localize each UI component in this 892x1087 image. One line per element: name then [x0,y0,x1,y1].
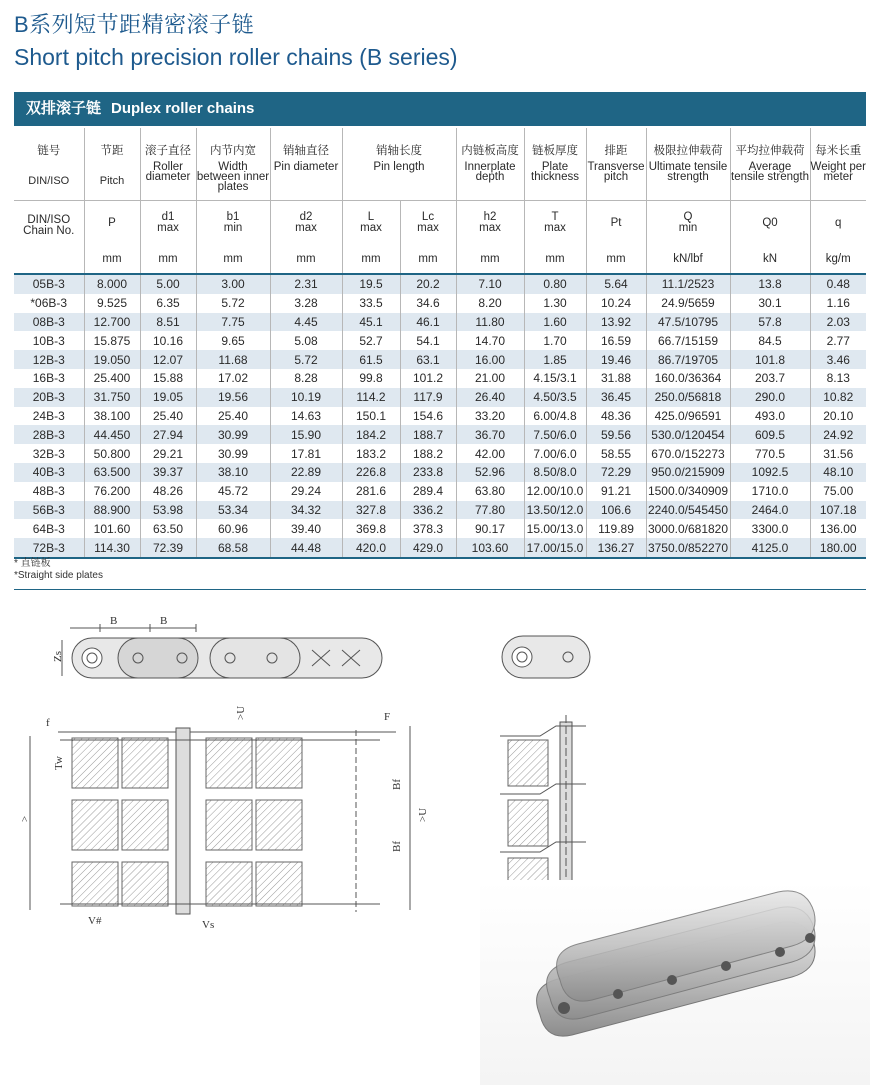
table-cell: 1.16 [826,296,850,311]
table-row [14,501,866,520]
header-en-cell: Transverse pitch [586,160,646,201]
table-row [14,463,866,482]
table-cell: 48.26 [140,482,196,501]
table-cell: 188.2 [400,444,456,463]
table-cell: 47.5/10795 [646,313,730,332]
table-cell: 7.50/6.0 [524,425,586,444]
chain-number-cell: 48B-3 [14,482,84,501]
label-bf1: Bf [391,779,403,790]
table-cell: 54.1 [400,331,456,350]
chain-number-cell: 72B-3 [14,538,84,558]
label-vw: V# [88,915,102,927]
header-en-cell: Pin diameter [270,160,342,201]
header-en-cell: Average tensile strength [730,160,810,201]
table-cell: 160.0/36364 [646,369,730,388]
table-cell: 72.39 [140,538,196,558]
chain-drawing [0,595,892,931]
table-cell: 6.00/4.8 [524,407,586,426]
header-zh-cell: 销轴长度 [342,128,456,160]
table-cell: 493.0 [730,407,810,426]
table-cell: 48.10 [810,463,866,482]
table-cell: 2240.0/545450 [646,501,730,520]
table-cell: 11.1/2523 [646,274,730,294]
table-cell: 429.0 [400,538,456,558]
table-cell: 21.00 [456,369,524,388]
table-cell: 11.68 [196,350,270,369]
symbol-row [14,201,866,246]
table-cell: 14.63 [270,407,342,426]
header-row-zh [14,128,866,160]
table-cell: 420.0 [342,538,400,558]
top-view [19,706,429,931]
symbol-cell: q [810,201,866,246]
table-row [14,388,866,407]
table-cell: 101.60 [84,519,140,538]
table-cell: 8.28 [270,369,342,388]
table-cell: 38.100 [84,407,140,426]
symbol-cell: d1 max [140,201,196,246]
header-zh-cell: 滚子直径 [140,128,196,160]
unit-cell: mm [270,245,342,274]
label-f: f [46,717,50,729]
table-cell: 183.2 [342,444,400,463]
table-cell: 8.50/8.0 [524,463,586,482]
table-cell: 36.45 [586,388,646,407]
table-cell: 8.13 [826,371,850,386]
table-cell: 226.8 [342,463,400,482]
table-cell: 68.58 [196,538,270,558]
table-cell: 119.89 [586,519,646,538]
table-cell: 17.02 [196,369,270,388]
table-cell: 10.82 [810,388,866,407]
header-en-cell: Ultimate tensile strength [646,160,730,201]
table-cell: 31.88 [586,369,646,388]
unit-cell: mm [586,245,646,274]
table-cell: 12.700 [84,313,140,332]
table-cell: 136.00 [819,521,857,536]
table-cell: 5.00 [140,274,196,294]
table-cell: 101.2 [400,369,456,388]
table-cell: 88.900 [84,501,140,520]
table-cell: 15.90 [270,425,342,444]
header-zh-cell: 链板厚度 [524,128,586,160]
table-cell: 12.07 [140,350,196,369]
table-cell: 5.72 [196,294,270,313]
symbol-cell: Q min [646,201,730,246]
unit-cell: mm [84,245,140,274]
table-cell: 10.19 [270,388,342,407]
unit-cell: kN [730,245,810,274]
table-cell: 11.80 [456,313,524,332]
chain-number-cell: 40B-3 [14,463,84,482]
unit-cell: mm [342,245,400,274]
table-cell: 31.56 [823,446,854,461]
table-cell: 136.27 [586,538,646,558]
table-cell: 66.7/15159 [646,331,730,350]
table-cell: 20.2 [400,274,456,294]
divider [14,589,866,590]
symbol-cell: L max [342,201,400,246]
table-cell: 19.56 [196,388,270,407]
table-cell: 1.60 [524,313,586,332]
header-en-cell: Pitch [84,160,140,201]
chain-number-cell: 24B-3 [14,407,84,426]
table-cell: 2.31 [270,274,342,294]
unit-cell: mm [456,245,524,274]
table-cell: 203.7 [730,369,810,388]
table-cell: 10.16 [140,331,196,350]
table-cell: 2464.0 [730,501,810,520]
table-cell: 27.94 [140,425,196,444]
table-cell: 250.0/56818 [646,388,730,407]
chain-photo [480,880,870,1085]
table-cell: 75.00 [823,484,854,499]
chain-number-cell: 12B-3 [14,350,84,369]
table-cell: 19.050 [84,350,140,369]
table-cell: 8.51 [140,313,196,332]
header-zh-cell: 排距 [586,128,646,160]
table-cell: 57.8 [730,313,810,332]
table-cell: 3.00 [196,274,270,294]
chain-no-label: DIN/ISO Chain No. [14,201,84,275]
table-cell: 29.21 [140,444,196,463]
header-zh-cell: 极限拉伸载荷 [646,128,730,160]
table-cell: 84.5 [730,331,810,350]
unit-cell: mm [524,245,586,274]
table-cell: 15.88 [140,369,196,388]
chain-number-cell: 10B-3 [14,331,84,350]
unit-cell: mm [140,245,196,274]
table-cell: 24.92 [810,425,866,444]
table-cell: 13.50/12.0 [524,501,586,520]
table-cell: 30.1 [730,294,810,313]
table-cell: 53.98 [140,501,196,520]
section-title-zh: 双排滚子链 [26,100,102,117]
table-cell: 86.7/19705 [646,350,730,369]
table-cell: 30.99 [196,444,270,463]
table-cell: 46.1 [400,313,456,332]
table-cell: 0.48 [810,274,866,294]
table-cell: 50.800 [84,444,140,463]
table-cell: 33.20 [456,407,524,426]
table-cell: 15.875 [84,331,140,350]
table-cell: 29.24 [270,482,342,501]
table-row [14,331,866,350]
side-view [52,615,590,678]
table-cell: 3750.0/852270 [646,538,730,558]
label-v: > [19,815,31,822]
table-cell: 7.75 [196,313,270,332]
table-cell: 8.000 [84,274,140,294]
table-cell: 4.15/3.1 [524,369,586,388]
table-cell: 34.32 [270,501,342,520]
header-en-cell: Roller diameter [140,160,196,201]
table-cell: 290.0 [730,388,810,407]
section-title-en: Duplex roller chains [111,100,255,117]
header-zh-cell: 内链板高度 [456,128,524,160]
table-cell: 336.2 [400,501,456,520]
chain-number-cell: 16B-3 [14,369,84,388]
table-cell: 20.10 [823,408,854,423]
table-cell: 22.89 [270,463,342,482]
table-cell: 25.40 [196,407,270,426]
table-cell: 180.00 [810,538,866,558]
unit-row [14,245,866,274]
table-cell: 39.37 [140,463,196,482]
table-cell: 188.7 [400,425,456,444]
table-cell: 670.0/152273 [646,444,730,463]
header-zh-cell: 每米长重 [815,145,862,157]
header-zh-cell: 链号 [14,128,84,160]
table-cell: 950.0/215909 [646,463,730,482]
label-u-top: >U [235,705,247,720]
footnote [14,558,103,582]
table-cell: 14.70 [456,331,524,350]
symbol-cell: d2 max [270,201,342,246]
table-cell: 61.5 [342,350,400,369]
header-en-cell: Plate thickness [524,160,586,201]
table-cell: 369.8 [342,519,400,538]
label-bf2: Bf [391,841,403,852]
symbol-cell: T max [524,201,586,246]
chain-number-cell: 28B-3 [14,425,84,444]
table-cell: 19.46 [586,350,646,369]
table-cell: 25.40 [140,407,196,426]
table-cell: 91.21 [586,482,646,501]
table-cell: 59.56 [586,425,646,444]
table-cell: 1092.5 [730,463,810,482]
table-cell: 60.96 [196,519,270,538]
table-cell: 3.46 [810,350,866,369]
table-cell: 5.64 [586,274,646,294]
table-cell: 425.0/96591 [646,407,730,426]
table-row [14,350,866,369]
table-cell: 107.18 [810,501,866,520]
table-cell: 45.72 [196,482,270,501]
table-cell: 4.50/3.5 [524,388,586,407]
chain-number-cell: 20B-3 [14,388,84,407]
header-en-cell: Weight per meter [810,161,866,183]
table-cell: 44.450 [84,425,140,444]
table-cell: 24.9/5659 [646,294,730,313]
table-cell: 114.2 [342,388,400,407]
label-u-side: >U [417,807,429,822]
table-row [14,313,866,332]
table-row [14,294,866,313]
chain-number-cell: 05B-3 [14,274,84,294]
chain-number-cell: *06B-3 [14,294,84,313]
table-cell: 9.525 [84,294,140,313]
table-cell: 76.200 [84,482,140,501]
table-cell: 30.99 [196,425,270,444]
data-body [14,274,866,558]
table-cell: 7.10 [456,274,524,294]
symbol-cell: b1 min [196,201,270,246]
table-cell: 117.9 [400,388,456,407]
header-zh-cell: 平均拉伸载荷 [730,128,810,160]
table-cell: 16.59 [586,331,646,350]
spec-table [14,128,866,559]
table-row [14,444,866,463]
chain-number-cell: 08B-3 [14,313,84,332]
symbol-cell: Lc max [400,201,456,246]
symbol-cell: P [84,201,140,246]
table-cell: 1710.0 [730,482,810,501]
table-cell: 42.00 [456,444,524,463]
table-cell: 770.5 [730,444,810,463]
table-cell: 6.35 [140,294,196,313]
table-cell: 9.65 [196,331,270,350]
label-F: F [384,711,391,723]
header-en-cell: Width between inner plates [196,160,270,201]
symbol-cell: Pt [586,201,646,246]
table-cell: 3.28 [270,294,342,313]
label-vs: Vs [202,919,215,931]
table-cell: 289.4 [400,482,456,501]
table-row [14,407,866,426]
table-cell: 53.34 [196,501,270,520]
table-cell: 38.10 [196,463,270,482]
table-cell: 233.8 [400,463,456,482]
chain-number-cell: 32B-3 [14,444,84,463]
table-cell: 1500.0/340909 [646,482,730,501]
table-cell: 17.81 [270,444,342,463]
table-cell: 103.60 [456,538,524,558]
table-cell: 13.92 [586,313,646,332]
table-cell: 15.00/13.0 [524,519,586,538]
table-cell: 1.85 [524,350,586,369]
table-cell: 1.30 [524,294,586,313]
chain-number-cell: 56B-3 [14,501,84,520]
table-cell: 12.00/10.0 [524,482,586,501]
header-zh-cell: 节距 [84,128,140,160]
table-cell: 5.72 [270,350,342,369]
page-title-zh: B系列短节距精密滚子链 [14,12,255,37]
table-cell: 10.24 [586,294,646,313]
table-cell: 31.750 [84,388,140,407]
table-row [14,538,866,558]
table-cell: 150.1 [342,407,400,426]
table-cell: 2.77 [826,333,850,348]
table-cell: 58.55 [586,444,646,463]
header-en-cell: DIN/ISO [14,160,84,201]
unit-cell: kg/m [825,253,851,265]
table-row [14,274,866,294]
table-cell: 26.40 [456,388,524,407]
table-cell: 99.8 [342,369,400,388]
table-cell: 39.40 [270,519,342,538]
table-cell: 8.20 [456,294,524,313]
table-cell: 154.6 [400,407,456,426]
label-b2: B [160,615,168,627]
table-cell: 2.03 [810,313,866,332]
table-cell: 281.6 [342,482,400,501]
table-cell: 378.3 [400,519,456,538]
table-cell: 44.48 [270,538,342,558]
footnote-zh: * 直链板 [14,558,51,569]
table-cell: 77.80 [456,501,524,520]
header-zh-cell: 销轴直径 [270,128,342,160]
table-cell: 63.80 [456,482,524,501]
table-cell: 0.80 [524,274,586,294]
table-cell: 25.400 [84,369,140,388]
table-row [14,482,866,501]
table-cell: 63.1 [400,350,456,369]
table-cell: 13.8 [730,274,810,294]
table-cell: 63.500 [84,463,140,482]
header-en-cell: Innerplate depth [456,160,524,201]
label-b: B [110,615,118,627]
table-cell: 33.5 [342,294,400,313]
label-tw: Tw [53,756,65,770]
section-header [14,92,866,126]
table-cell: 184.2 [342,425,400,444]
table-cell: 52.7 [342,331,400,350]
unit-cell: mm [400,245,456,274]
table-cell: 4.45 [270,313,342,332]
table-cell: 36.70 [456,425,524,444]
table-cell: 19.05 [140,388,196,407]
table-cell: 327.8 [342,501,400,520]
table-cell: 19.5 [342,274,400,294]
symbol-cell: h2 max [456,201,524,246]
table-cell: 101.8 [730,350,810,369]
table-row [14,425,866,444]
table-cell: 16.00 [456,350,524,369]
symbol-cell: Q0 [730,201,810,246]
table-row [14,519,866,538]
table-cell: 530.0/120454 [646,425,730,444]
table-cell: 63.50 [140,519,196,538]
header-zh-cell: 内节内宽 [196,128,270,160]
table-cell: 114.30 [84,538,140,558]
table-cell: 4125.0 [730,538,810,558]
unit-cell: mm [196,245,270,274]
header-en-cell: Pin length [342,160,456,201]
page-title-en: Short pitch precision roller chains (B series) [14,44,458,70]
footnote-en: *Straight side plates [14,570,103,581]
table-cell: 3300.0 [730,519,810,538]
table-cell: 3000.0/681820 [646,519,730,538]
label-zs: Zs [52,651,64,662]
table-cell: 52.96 [456,463,524,482]
table-cell: 48.36 [586,407,646,426]
unit-cell: kN/lbf [646,245,730,274]
table-cell: 609.5 [730,425,810,444]
table-cell: 90.17 [456,519,524,538]
table-cell: 17.00/15.0 [524,538,586,558]
chain-number-cell: 64B-3 [14,519,84,538]
table-cell: 34.6 [400,294,456,313]
header-row-en [14,160,866,201]
table-cell: 7.00/6.0 [524,444,586,463]
table-row [14,369,866,388]
table-cell: 5.08 [270,331,342,350]
table-cell: 1.70 [524,331,586,350]
table-cell: 72.29 [586,463,646,482]
table-cell: 45.1 [342,313,400,332]
table-cell: 106.6 [586,501,646,520]
